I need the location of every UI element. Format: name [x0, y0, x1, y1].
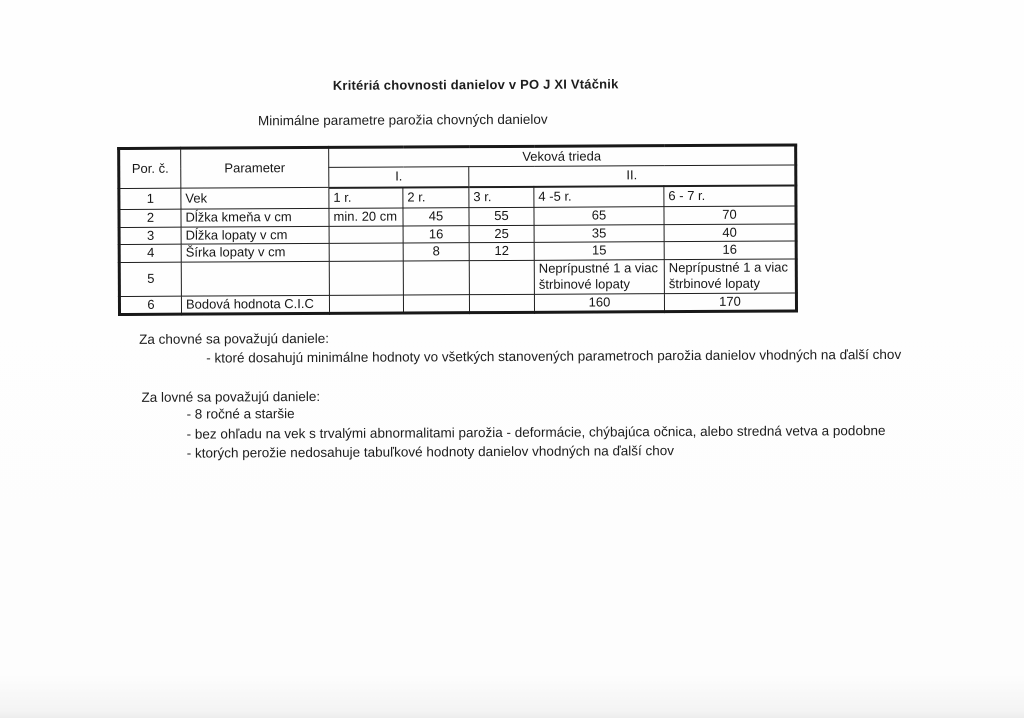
cell-parameter: Dĺžka kmeňa v cm — [181, 208, 329, 227]
cell-value: Neprípustné 1 a viac štrbinové lopaty — [534, 259, 664, 294]
cell-num: 5 — [119, 262, 181, 296]
note-lovne-item: - ktorých perožie nedosahuje tabuľkové hodnoty danielov vhodných na ďalší chov — [186, 443, 675, 461]
note-lovne-heading: Za lovné sa považujú daniele: — [141, 388, 321, 405]
cell-parameter: Bodová hodnota C.I.C — [181, 295, 329, 314]
cell-value: 40 — [664, 224, 796, 242]
page-subtitle: Minimálne parametre parožia chovných danielov — [257, 111, 548, 129]
cell-value — [329, 243, 403, 261]
cell-value: 4 -5 r. — [534, 186, 664, 208]
cell-value: 12 — [469, 243, 534, 261]
cell-value — [329, 261, 403, 295]
cell-value: 16 — [664, 241, 796, 259]
table-row-nepripustne — [119, 258, 796, 296]
cell-value: 70 — [664, 206, 796, 225]
cell-value: 15 — [534, 242, 664, 260]
cell-parameter: Dĺžka lopaty v cm — [181, 226, 329, 244]
cell-value — [469, 294, 534, 313]
cell-value — [329, 295, 403, 314]
header-cell-class-2: II. — [469, 165, 796, 187]
cell-value: 45 — [403, 208, 469, 226]
cell-value: 3 r. — [469, 186, 534, 207]
cell-value — [329, 226, 403, 244]
table-row-bodova-hodnota — [119, 292, 796, 314]
cell-num: 6 — [119, 296, 181, 315]
header-cell-vekova-trieda: Veková trieda — [329, 145, 796, 167]
cell-value: 170 — [664, 292, 796, 311]
cell-value: 25 — [469, 225, 534, 243]
cell-value: Neprípustné 1 a viac štrbinové lopaty — [664, 258, 796, 293]
cell-value: 2 r. — [403, 187, 469, 208]
note-lovne-list — [186, 401, 885, 463]
cell-value: 35 — [534, 225, 664, 243]
note-lovne-item: - bez ohľadu na vek s trvalými abnormalitami parožia - deformácie, chýbajúca očnica, alebo stredná vetva a podobne — [186, 422, 886, 442]
cell-parameter: Vek — [181, 187, 329, 209]
cell-value: 16 — [403, 226, 469, 244]
cell-value — [403, 294, 469, 313]
cell-parameter: Šírka lopaty v cm — [181, 244, 329, 262]
cell-value: 6 - 7 r. — [664, 185, 796, 207]
cell-value — [469, 260, 534, 294]
cell-num: 3 — [119, 227, 181, 245]
note-lovne-item: - 8 ročné a staršie — [186, 406, 295, 422]
cell-value — [403, 260, 469, 294]
cell-value: 55 — [469, 207, 534, 225]
header-cell-class-1: I. — [329, 167, 469, 188]
cell-parameter — [181, 261, 329, 296]
note-chovne-heading: Za chovné sa považujú daniele: — [139, 330, 330, 347]
cell-num: 4 — [119, 244, 181, 262]
criteria-table — [117, 143, 798, 315]
cell-value: 1 r. — [329, 187, 403, 208]
page-title: Kritériá chovnosti danielov v PO J XI Vtáčnik — [332, 76, 619, 93]
cell-value: 8 — [403, 243, 469, 261]
note-chovne-item: - ktoré dosahujú minimálne hodnoty vo všetkých stanovených parametroch parožia danielov vhodných na ďalší chov — [206, 346, 902, 366]
cell-value: min. 20 cm — [329, 208, 403, 226]
cell-value: 160 — [534, 293, 664, 312]
cell-value: 65 — [534, 207, 664, 226]
cell-num: 1 — [119, 188, 181, 209]
header-cell-parameter: Parameter — [181, 147, 329, 188]
cell-num: 2 — [119, 209, 181, 227]
header-cell-por-c: Por. č. — [119, 148, 181, 188]
